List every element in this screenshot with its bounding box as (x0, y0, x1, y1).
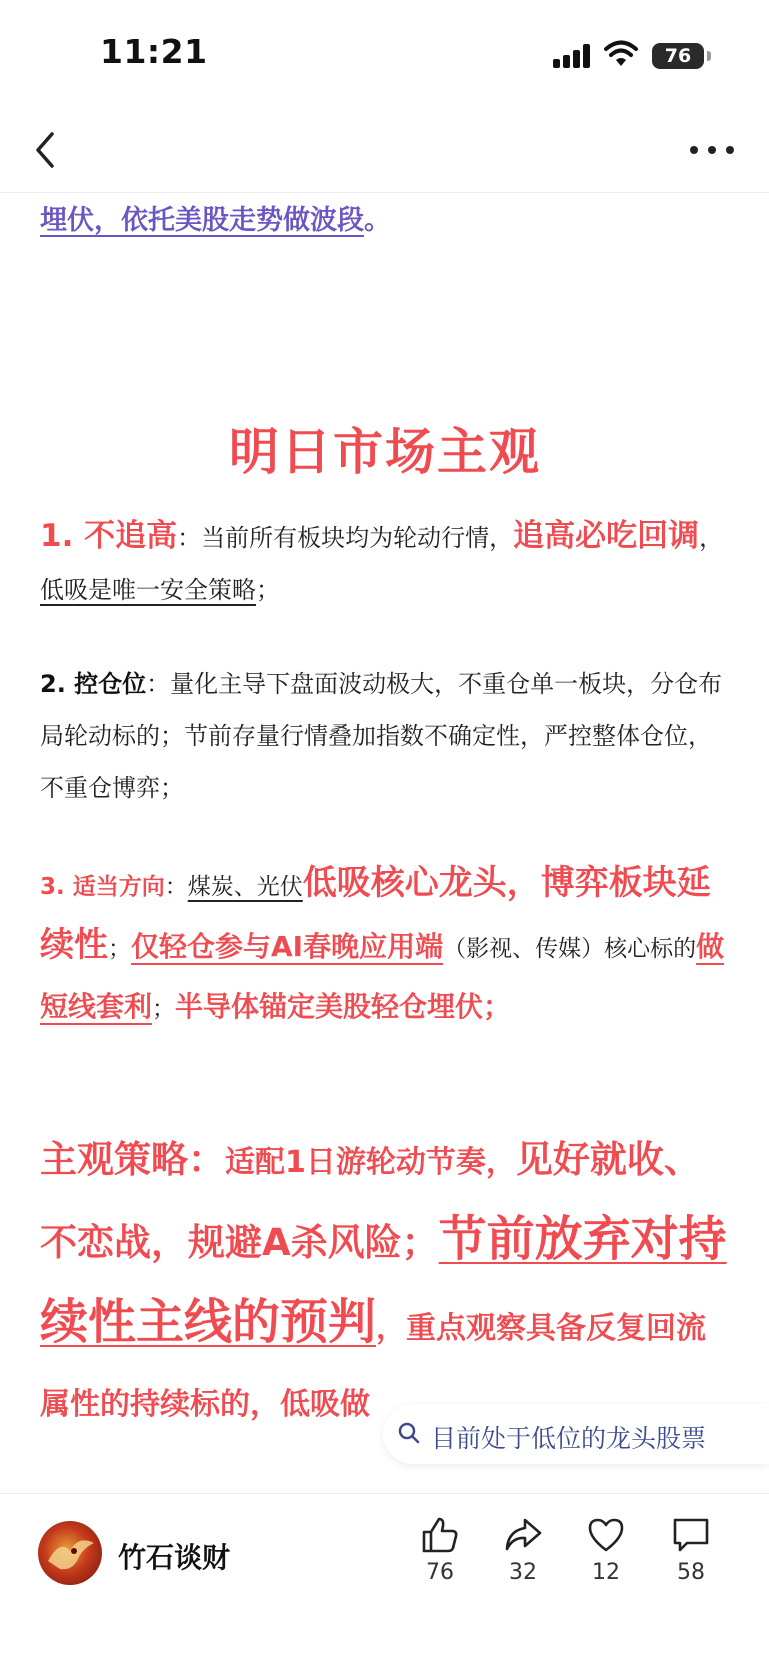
paragraph-2: 2. 控仓位：量化主导下盘面波动极大，不重仓单一板块，分仓布局轮动标的；节前存量行情叠加指数不确定性，严控整体仓位，不重仓博弈； (40, 670, 723, 802)
more-horizontal-icon[interactable] (690, 138, 736, 162)
heart-icon (586, 1516, 626, 1554)
battery-icon: 76 (652, 43, 704, 69)
favorite-button[interactable]: 12 (576, 1516, 636, 1585)
eagle-logo-icon (38, 1521, 102, 1585)
p3-highlight-3: 做短线套利 (40, 930, 725, 1023)
article-link-text[interactable]: 埋伏，依托美股走势做波段 (40, 205, 364, 236)
thumbs-up-icon (420, 1516, 460, 1554)
status-time: 11:21 (100, 32, 208, 71)
search-suggestion-chip[interactable] (383, 1404, 769, 1464)
comment-icon (671, 1516, 711, 1554)
p3-underlined: 煤炭、光伏 (187, 874, 303, 900)
cellular-signal-icon (553, 44, 593, 68)
paragraph-3: 3. 适当方向：煤炭、光伏低吸核心龙头，博弈板块延续性；仅轻仓参与AI春晚应用端（影视、传媒）核心标的做短线套利；半导体锚定美股轻仓埋伏； (40, 863, 725, 1023)
search-suggestion-text: 目前处于低位的龙头股票 (431, 1424, 707, 1453)
wifi-icon (603, 40, 639, 68)
section-heading: 明日市场主观 (229, 423, 541, 481)
search-icon (397, 1421, 421, 1445)
p3-label: 3. 适当方向 (40, 874, 165, 900)
battery-tip (707, 51, 711, 61)
p4-emphasis: 节前放弃对持续性主线的预判 (40, 1211, 727, 1350)
p1-label: 1. 不追高 (40, 518, 178, 554)
author-name[interactable]: 竹石谈财 (118, 1541, 231, 1574)
avatar[interactable] (38, 1521, 102, 1585)
p2-label: 2. 控仓位 (40, 670, 147, 698)
share-button[interactable]: 32 (493, 1516, 553, 1585)
comment-button[interactable]: 58 (661, 1516, 721, 1585)
bottom-action-bar (0, 1493, 769, 1666)
p3-highlight-4: 半导体锚定美股轻仓埋伏； (175, 990, 512, 1023)
like-button[interactable]: 76 (410, 1516, 470, 1585)
article-body (40, 192, 730, 1492)
status-bar (0, 0, 769, 110)
chevron-left-icon[interactable] (28, 128, 68, 172)
paragraph-4: 主观策略：适配1日游轮动节奏，见好就收、不恋战，规避A杀风险；节前放弃对持续性主线的预判，重点观察具备反复回流属性的持续标的，低吸做 (40, 1138, 727, 1422)
p3-highlight-1: 低吸核心龙头，博弈板块延续性 (40, 863, 711, 965)
p1-highlight: 追高必吃回调 (513, 518, 700, 554)
p3-highlight-2: 仅轻仓参与AI春晚应用端 (131, 930, 444, 963)
article-top-line: 埋伏，依托美股走势做波段。 (40, 205, 391, 236)
paragraph-1: 1. 不追高：当前所有板块均为轮动行情，追高必吃回调，低吸是唯一安全策略； (40, 518, 724, 604)
p4-label: 主观策略： (40, 1138, 225, 1181)
p1-underlined: 低吸是唯一安全策略 (40, 576, 256, 604)
share-icon (503, 1516, 543, 1554)
top-nav-bar (0, 110, 769, 193)
